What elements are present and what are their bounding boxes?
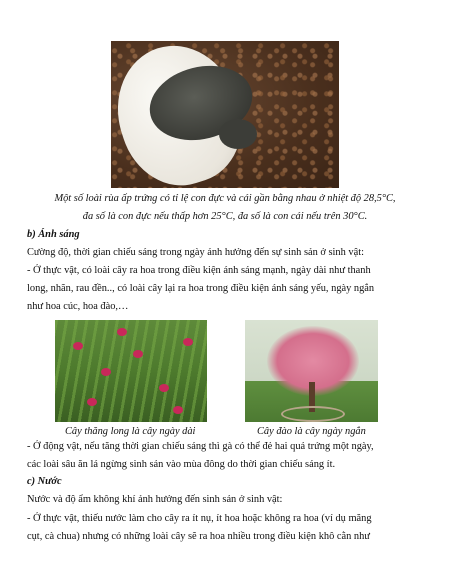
section-b-line: - Ở thực vật, có loài cây ra hoa trong điều kiện ánh sáng mạnh, ngày dài như thanh — [27, 265, 371, 276]
section-b-line: Cường độ, thời gian chiếu sáng trong ngày ảnh hưởng đến sự sinh sản ở sinh vật: — [27, 247, 364, 258]
peach-tree-caption: Cây đào là cây ngày ngắn — [257, 426, 366, 437]
turtle-head — [219, 119, 257, 149]
dragon-fruit — [87, 398, 97, 406]
cactus-stems — [55, 320, 207, 422]
section-c-line: Nước và độ ẩm không khí ảnh hưởng đến sinh sản ở sinh vật: — [27, 494, 283, 505]
section-c-line: - Ở thực vật, thiếu nước làm cho cây ra ít nụ, ít hoa hoặc không ra hoa (ví dụ măng — [27, 513, 372, 524]
dragon-fruit — [117, 328, 127, 336]
peach-tree-photo — [245, 320, 378, 422]
dragon-fruit-photo — [55, 320, 207, 422]
section-c-line: cụt, cà chua) nhưng có những loài cây sẽ ra hoa nhiều trong điều kiện khô cằn như — [27, 531, 370, 542]
dragon-fruit — [173, 406, 183, 414]
turtle-hatching-photo — [111, 41, 339, 188]
dragon-fruit — [159, 384, 169, 392]
turtle-caption-line2: đa số là con đực nếu thấp hơn 25°C, đa số là con cái nếu trên 30°C. — [82, 211, 368, 222]
section-b-line: như hoa cúc, hoa đào,… — [27, 301, 129, 312]
dragon-fruit — [183, 338, 193, 346]
section-c-heading: c) Nước — [27, 476, 62, 487]
dragon-fruit — [133, 350, 143, 358]
dragon-fruit — [101, 368, 111, 376]
section-b-line: các loài sâu ăn lá ngừng sinh sản vào mùa đông do thời gian chiếu sáng ít. — [27, 459, 336, 470]
section-b-line: - Ở động vật, nếu tăng thời gian chiếu sáng thì gà có thể đẻ hai quả trứng một ngày, — [27, 441, 374, 452]
section-b-heading: b) Ánh sáng — [27, 229, 80, 240]
turtle-caption-line1: Một số loài rùa ấp trứng có tỉ lệ con đực và cái gần bằng nhau ở nhiệt độ 28,5°C, — [54, 193, 396, 204]
dragon-fruit — [73, 342, 83, 350]
dragon-fruit-caption: Cây thăng long là cây ngày dài — [65, 426, 196, 437]
planter-ring — [281, 406, 345, 422]
section-b-line: long, nhãn, rau đền.., có loài cây lại ra hoa trong điều kiện ánh sáng yếu, ngày ngắn — [27, 283, 375, 294]
